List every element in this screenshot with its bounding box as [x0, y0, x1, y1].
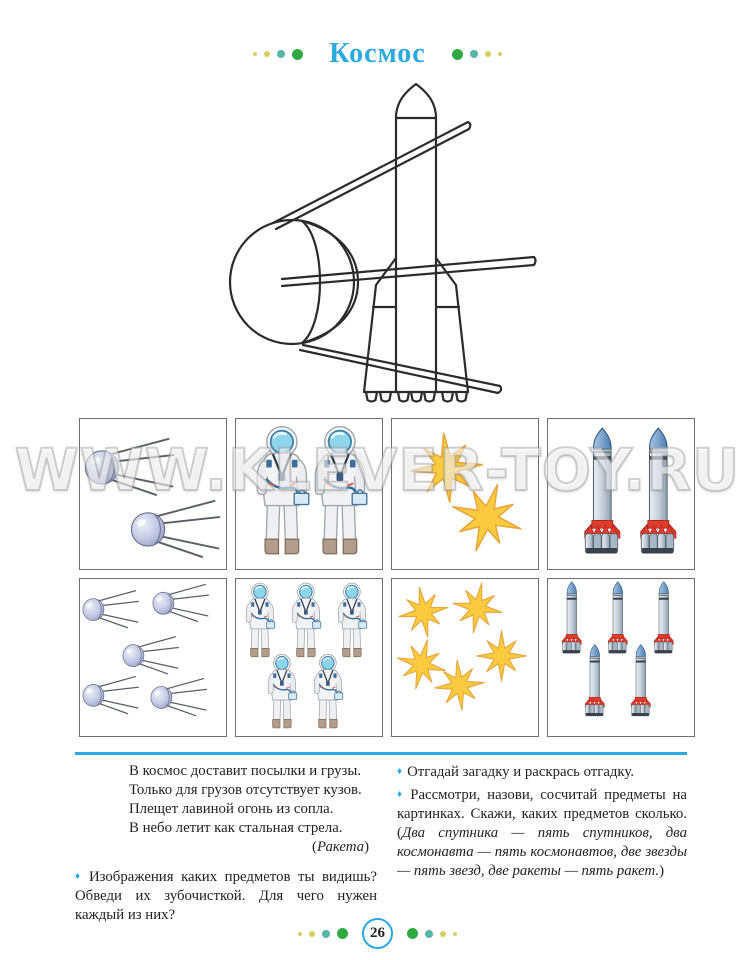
- right-column: [397, 762, 687, 928]
- rocket-illustration: [585, 645, 604, 717]
- decor-dot: [407, 928, 418, 939]
- task-item: ♦ Изображения каких предметов ты видишь? Обведи их зубочисткой. Для чего нужен каждый из них?: [75, 869, 378, 923]
- decor-dot: [264, 51, 270, 57]
- decor-dot: [322, 930, 330, 938]
- cosmonaut-illustration: [314, 654, 343, 728]
- cosmonaut-illustration: [257, 427, 309, 554]
- decorative-dots-left: [253, 49, 303, 60]
- grid-cell-rocket-x5: [547, 578, 695, 737]
- decor-dot: [253, 52, 257, 56]
- sputnik-illustration: [123, 637, 178, 674]
- picture-grid: [79, 418, 695, 737]
- riddle-line: Только для грузов отсутствует кузов.: [129, 782, 362, 798]
- sputnik-illustration: [83, 677, 138, 714]
- riddle-line: В небо летит как стальная стрела.: [129, 820, 343, 836]
- decor-dot: [292, 49, 303, 60]
- riddle-answer: (Ракета): [312, 839, 369, 855]
- task-text-section: [75, 762, 687, 928]
- sputnik-illustration: [85, 439, 173, 495]
- page-footer: [0, 918, 755, 949]
- decorative-dots-left: [298, 928, 348, 939]
- rocket-illustration: [608, 582, 627, 654]
- task-item: ♦ Отгадай загадку и раскрась отгадку.: [397, 764, 635, 780]
- page-title: Космос: [329, 38, 426, 69]
- grid-cell-rocket-x2: [547, 418, 695, 570]
- grid-cell-sputnik-x5: [79, 578, 227, 737]
- rocket-illustration: [641, 428, 676, 553]
- rocket-illustration: [631, 645, 650, 717]
- diamond-bullet-icon: ♦: [397, 766, 403, 777]
- rocket-illustration: [585, 428, 620, 553]
- page-number: 26: [362, 918, 393, 949]
- grid-cell-star-x2: [391, 418, 539, 570]
- left-column: [75, 762, 377, 928]
- decor-dot: [309, 931, 315, 937]
- decor-dot: [425, 930, 433, 938]
- cosmonaut-illustration: [315, 427, 367, 554]
- decor-dot: [453, 932, 457, 936]
- decor-dot: [298, 932, 302, 936]
- star-illustration: [477, 631, 527, 681]
- decor-dot: [337, 928, 348, 939]
- grid-cell-sputnik-x2: [79, 418, 227, 570]
- rocket-illustration: [562, 582, 581, 654]
- sputnik-illustration: [151, 679, 207, 716]
- riddle-poem: [129, 762, 369, 857]
- grid-cell-cosmonaut-x5: [235, 578, 383, 737]
- sputnik-illustration: [83, 591, 138, 628]
- decor-dot: [440, 931, 446, 937]
- watermark: WWW.KLEVER-TOY.RU: [14, 436, 741, 504]
- grid-cell-star-x5: [391, 578, 539, 737]
- decor-dot: [452, 49, 463, 60]
- decor-dot: [485, 51, 491, 57]
- rocket-illustration: [654, 582, 673, 654]
- star-illustration: [449, 579, 506, 637]
- page-header: [0, 34, 755, 74]
- riddle-line: В космос доставит посылки и грузы.: [129, 763, 362, 779]
- grid-cell-cosmonaut-x2: [235, 418, 383, 570]
- riddle-line: Плещет лавиной огонь из сопла.: [129, 801, 334, 817]
- task-item: ♦ Рассмотри, назови, сосчитай предметы на картинках. Скажи, каких предметов сколько. (Два спутника — пять спутников, два космонавта — пять космонавтов, две звезды — пять звезд, две ракеты — пять ракет.): [397, 787, 687, 879]
- star-illustration: [442, 474, 531, 562]
- decorative-dots-right: [452, 49, 502, 60]
- sputnik-illustration: [131, 501, 219, 557]
- cosmonaut-illustration: [268, 654, 297, 728]
- sputnik-illustration: [153, 584, 209, 621]
- cosmonaut-illustration: [292, 583, 321, 657]
- decor-dot: [470, 50, 478, 58]
- decor-dot: [498, 52, 502, 56]
- decor-dot: [277, 50, 285, 58]
- decorative-dots-right: [407, 928, 457, 939]
- diamond-bullet-icon: ♦: [75, 871, 84, 882]
- star-illustration: [432, 657, 486, 713]
- sputnik-rocket-outline-drawing: [180, 80, 592, 412]
- cosmonaut-illustration: [338, 583, 367, 657]
- star-illustration: [395, 583, 452, 642]
- cosmonaut-illustration: [246, 583, 275, 657]
- section-divider: [75, 752, 687, 755]
- diamond-bullet-icon: ♦: [397, 789, 406, 800]
